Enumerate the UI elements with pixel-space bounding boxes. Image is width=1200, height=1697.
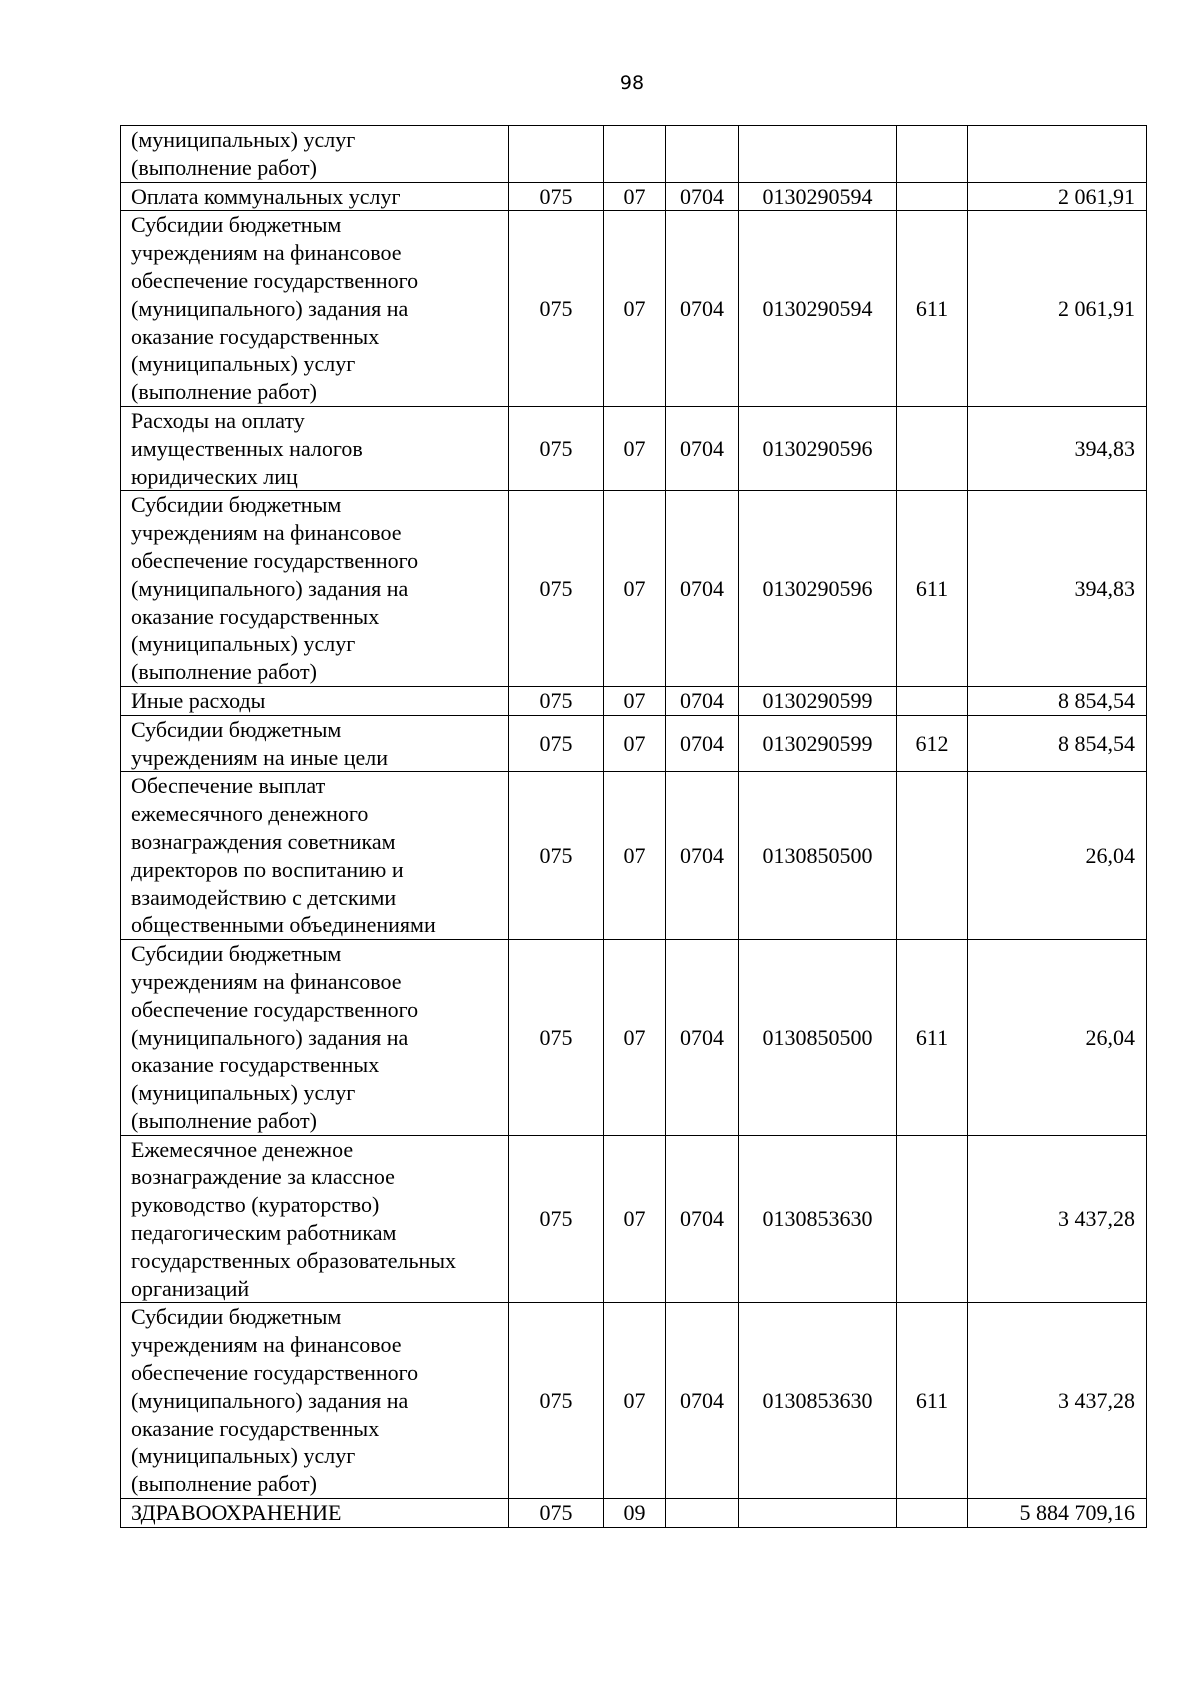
row-expense-type-cell: 611 xyxy=(897,1303,968,1499)
row-amount-cell: 3 437,28 xyxy=(968,1303,1147,1499)
row-name-cell: Оплата коммунальных услуг xyxy=(121,182,509,211)
row-admin-code-cell: 075 xyxy=(509,1499,604,1528)
row-subsection-code-cell: 0704 xyxy=(666,182,739,211)
row-target-code-cell: 0130850500 xyxy=(739,940,897,1136)
row-name-cell: ЗДРАВООХРАНЕНИЕ xyxy=(121,1499,509,1528)
row-subsection-code-cell: 0704 xyxy=(666,211,739,407)
table-row xyxy=(121,491,1147,687)
row-section-code-cell: 07 xyxy=(604,182,666,211)
row-subsection-code-cell: 0704 xyxy=(666,715,739,772)
row-subsection-code-cell: 0704 xyxy=(666,406,739,490)
row-section-code-cell: 07 xyxy=(604,940,666,1136)
row-amount-cell: 394,83 xyxy=(968,406,1147,490)
row-admin-code-cell: 075 xyxy=(509,772,604,940)
row-admin-code-cell: 075 xyxy=(509,686,604,715)
row-name-cell: Субсидии бюджетным учреждениям на финансовое обеспечение государственного (муниципального) задания на оказание государственных (муниципальных) услуг (выполнение работ) xyxy=(121,1303,509,1499)
row-amount-cell: 8 854,54 xyxy=(968,686,1147,715)
row-target-code-cell xyxy=(739,1499,897,1528)
row-expense-type-cell xyxy=(897,126,968,183)
row-name-cell: Иные расходы xyxy=(121,686,509,715)
row-section-code-cell: 09 xyxy=(604,1499,666,1528)
row-admin-code-cell: 075 xyxy=(509,406,604,490)
row-subsection-code-cell xyxy=(666,126,739,183)
row-admin-code-cell xyxy=(509,126,604,183)
row-section-code-cell xyxy=(604,126,666,183)
row-section-code-cell: 07 xyxy=(604,686,666,715)
row-name-cell: Субсидии бюджетным учреждениям на финансовое обеспечение государственного (муниципального) задания на оказание государственных (муниципальных) услуг (выполнение работ) xyxy=(121,491,509,687)
row-subsection-code-cell xyxy=(666,1499,739,1528)
row-expense-type-cell: 611 xyxy=(897,491,968,687)
row-amount-cell: 8 854,54 xyxy=(968,715,1147,772)
row-admin-code-cell: 075 xyxy=(509,715,604,772)
row-target-code-cell: 0130290599 xyxy=(739,715,897,772)
row-target-code-cell: 0130290596 xyxy=(739,491,897,687)
row-admin-code-cell: 075 xyxy=(509,182,604,211)
row-target-code-cell xyxy=(739,126,897,183)
table-row xyxy=(121,715,1147,772)
row-section-code-cell: 07 xyxy=(604,715,666,772)
budget-table-body xyxy=(121,126,1147,1528)
row-name-cell: (муниципальных) услуг (выполнение работ) xyxy=(121,126,509,183)
row-section-code-cell: 07 xyxy=(604,211,666,407)
row-expense-type-cell: 611 xyxy=(897,211,968,407)
table-row xyxy=(121,126,1147,183)
table-row xyxy=(121,211,1147,407)
row-name-cell: Ежемесячное денежное вознаграждение за классное руководство (кураторство) педагогическим работникам государственных образовательных организаций xyxy=(121,1135,509,1303)
row-amount-cell: 2 061,91 xyxy=(968,211,1147,407)
row-subsection-code-cell: 0704 xyxy=(666,686,739,715)
budget-table xyxy=(120,125,1147,1528)
row-section-code-cell: 07 xyxy=(604,1135,666,1303)
row-section-code-cell: 07 xyxy=(604,491,666,687)
row-amount-cell xyxy=(968,126,1147,183)
row-name-cell: Субсидии бюджетным учреждениям на финансовое обеспечение государственного (муниципального) задания на оказание государственных (муниципальных) услуг (выполнение работ) xyxy=(121,211,509,407)
row-target-code-cell: 0130290596 xyxy=(739,406,897,490)
table-row xyxy=(121,182,1147,211)
row-target-code-cell: 0130290594 xyxy=(739,182,897,211)
row-admin-code-cell: 075 xyxy=(509,940,604,1136)
row-amount-cell: 5 884 709,16 xyxy=(968,1499,1147,1528)
row-expense-type-cell: 611 xyxy=(897,940,968,1136)
table-row xyxy=(121,940,1147,1136)
row-expense-type-cell xyxy=(897,182,968,211)
table-row xyxy=(121,1499,1147,1528)
row-section-code-cell: 07 xyxy=(604,772,666,940)
row-subsection-code-cell: 0704 xyxy=(666,940,739,1136)
row-section-code-cell: 07 xyxy=(604,406,666,490)
table-row xyxy=(121,1135,1147,1303)
row-expense-type-cell: 612 xyxy=(897,715,968,772)
row-subsection-code-cell: 0704 xyxy=(666,1135,739,1303)
row-expense-type-cell xyxy=(897,1135,968,1303)
row-target-code-cell: 0130850500 xyxy=(739,772,897,940)
row-expense-type-cell xyxy=(897,1499,968,1528)
row-subsection-code-cell: 0704 xyxy=(666,1303,739,1499)
row-subsection-code-cell: 0704 xyxy=(666,491,739,687)
row-amount-cell: 3 437,28 xyxy=(968,1135,1147,1303)
row-name-cell: Субсидии бюджетным учреждениям на иные цели xyxy=(121,715,509,772)
row-target-code-cell: 0130853630 xyxy=(739,1303,897,1499)
table-row xyxy=(121,686,1147,715)
row-name-cell: Расходы на оплату имущественных налогов юридических лиц xyxy=(121,406,509,490)
row-name-cell: Субсидии бюджетным учреждениям на финансовое обеспечение государственного (муниципального) задания на оказание государственных (муниципальных) услуг (выполнение работ) xyxy=(121,940,509,1136)
table-row xyxy=(121,772,1147,940)
row-section-code-cell: 07 xyxy=(604,1303,666,1499)
row-expense-type-cell xyxy=(897,406,968,490)
row-expense-type-cell xyxy=(897,772,968,940)
row-admin-code-cell: 075 xyxy=(509,1135,604,1303)
row-amount-cell: 26,04 xyxy=(968,772,1147,940)
row-admin-code-cell: 075 xyxy=(509,211,604,407)
row-name-cell: Обеспечение выплат ежемесячного денежного вознаграждения советникам директоров по воспитанию и взаимодействию с детскими общественными объединениями xyxy=(121,772,509,940)
table-row xyxy=(121,1303,1147,1499)
table-row xyxy=(121,406,1147,490)
row-admin-code-cell: 075 xyxy=(509,1303,604,1499)
row-amount-cell: 394,83 xyxy=(968,491,1147,687)
row-target-code-cell: 0130853630 xyxy=(739,1135,897,1303)
row-amount-cell: 2 061,91 xyxy=(968,182,1147,211)
row-expense-type-cell xyxy=(897,686,968,715)
row-amount-cell: 26,04 xyxy=(968,940,1147,1136)
row-admin-code-cell: 075 xyxy=(509,491,604,687)
row-target-code-cell: 0130290594 xyxy=(739,211,897,407)
row-subsection-code-cell: 0704 xyxy=(666,772,739,940)
row-target-code-cell: 0130290599 xyxy=(739,686,897,715)
page-number: 98 xyxy=(619,72,645,94)
